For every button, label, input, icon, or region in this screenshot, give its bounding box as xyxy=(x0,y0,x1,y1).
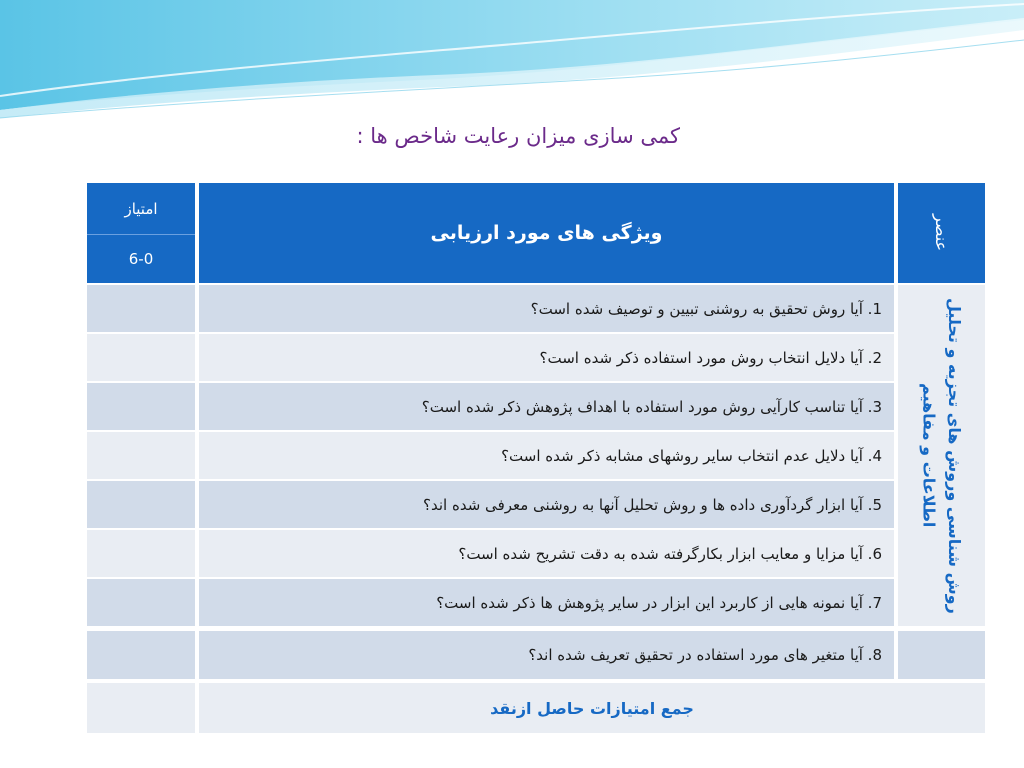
score-cell xyxy=(87,631,195,679)
wave-decoration xyxy=(0,0,1024,130)
score-cell xyxy=(87,530,195,577)
score-cell xyxy=(87,334,195,381)
question-text: 4. آیا دلایل عدم انتخاب سایر روشهای مشابه ذکر شده است؟ xyxy=(501,446,882,465)
element-name-cell xyxy=(898,285,985,626)
score-label-text: امتیاز xyxy=(124,199,158,218)
evaluation-table xyxy=(87,183,985,735)
score-cell xyxy=(87,432,195,479)
element-name-text: روش شناسی وروش های تجزیه و تحلیل اطلاعات و مفاهیم xyxy=(919,297,965,614)
features-label-text: ویژگی های مورد ارزیابی xyxy=(430,222,663,244)
question-text: 7. آیا نمونه هایی از کاربرد این ابزار در سایر پژوهش ها ذکر شده است؟ xyxy=(436,593,882,612)
header-features xyxy=(199,183,894,283)
score-range-text: 6-0 xyxy=(128,250,154,268)
score-cell xyxy=(87,383,195,430)
question-row xyxy=(199,530,894,577)
header-element xyxy=(898,183,985,283)
question-row xyxy=(199,383,894,430)
question-row xyxy=(199,579,894,626)
summary-label: جمع امتیازات حاصل ازنقد xyxy=(490,698,694,718)
question-row xyxy=(199,631,894,679)
score-cell xyxy=(87,579,195,626)
question-text: 3. آیا تناسب کارآیی روش مورد استفاده با اهداف پژوهش ذکر شده است؟ xyxy=(421,397,882,416)
question-text: 5. آیا ابزار گردآوری داده ها و روش تحلیل آنها به روشنی معرفی شده اند؟ xyxy=(423,495,882,514)
question-text: 2. آیا دلایل انتخاب روش مورد استفاده ذکر شده است؟ xyxy=(539,348,882,367)
question-row xyxy=(199,285,894,332)
question-text: 8. آیا متغیر های مورد استفاده در تحقیق تعریف شده اند؟ xyxy=(528,646,882,664)
header-score-range xyxy=(87,235,195,283)
question-text: 1. آیا روش تحقیق به روشنی تبیین و توصیف شده است؟ xyxy=(530,299,882,318)
total-score-cell xyxy=(87,683,195,733)
score-cell xyxy=(87,285,195,332)
summary-row xyxy=(199,683,985,733)
header-score-label xyxy=(87,183,195,235)
question-text: 6. آیا مزایا و معایب ابزار بکارگرفته شده به دقت تشریح شده است؟ xyxy=(458,544,882,563)
question-row xyxy=(199,481,894,528)
question-row xyxy=(199,334,894,381)
element-label-text: عنصر xyxy=(932,214,951,252)
score-cell xyxy=(87,481,195,528)
element-cell-empty xyxy=(898,631,985,679)
question-row xyxy=(199,432,894,479)
slide-title: کمی سازی میزان رعایت شاخص ها : xyxy=(356,124,680,148)
